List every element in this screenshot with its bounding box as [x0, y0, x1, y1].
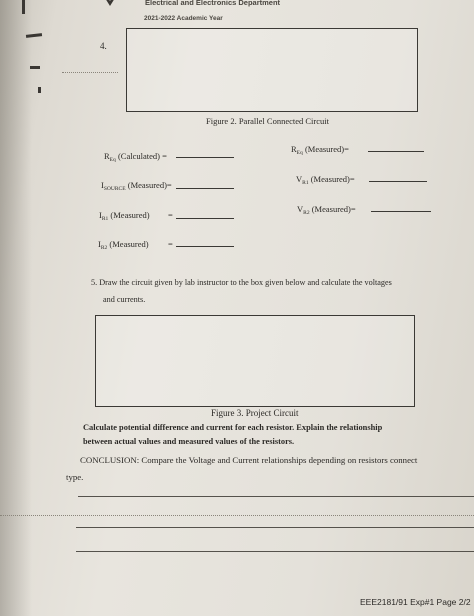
vr1-measured-label: $V_{R1}$ (Measured)=: [296, 174, 355, 186]
ir1-measured-label: $I_{R1}$ (Measured): [99, 210, 150, 222]
calculation-instruction-line1: Calculate potential difference and current for each resistor. Explain the relationship: [83, 423, 383, 432]
figure-3-caption: Figure 3. Project Circuit: [211, 408, 299, 418]
answer-line[interactable]: [78, 496, 474, 497]
department-title: Electrical and Electronics Department: [145, 0, 281, 7]
faint-dashes: [62, 72, 118, 73]
req-calculated-label: $R_{Eq}$ (Calculated) =: [104, 151, 167, 163]
ir2-equals-sign: =: [168, 239, 173, 249]
section-5-instruction-line2: and currents.: [103, 295, 146, 304]
figure-3-drawing-box[interactable]: [95, 315, 415, 407]
answer-line[interactable]: [76, 551, 474, 552]
section-number: 4.: [100, 41, 107, 51]
section-5-instruction-line1: 5. Draw the circuit given by lab instructor to the box given below and calculate the voltages: [91, 278, 392, 287]
page-edge-shadow: [0, 0, 32, 616]
answer-line[interactable]: [76, 527, 474, 528]
ir2-measured-label: $I_{R2}$ (Measured): [98, 239, 149, 251]
margin-mark: [38, 87, 41, 93]
academic-year: 2021-2022 Academic Year: [144, 15, 223, 22]
conclusion-prompt-line1: CONCLUSION: Compare the Voltage and Current relationships depending on resistors connect: [80, 455, 418, 465]
scan-dotted-line: [0, 515, 474, 516]
vr2-measured-label: $V_{R2}$ (Measured)=: [297, 204, 356, 216]
calculation-instruction-line2: between actual values and measured values of the resistors.: [83, 437, 295, 446]
ir1-equals-sign: =: [168, 210, 173, 220]
conclusion-prompt-line2: type.: [66, 472, 84, 482]
figure-2-drawing-box[interactable]: [126, 28, 418, 112]
margin-mark: [30, 66, 40, 69]
isource-measured-blank[interactable]: [176, 188, 234, 189]
page-footer: EEE2181/91 Exp#1 Page 2/2: [360, 597, 471, 607]
university-logo-inner: [105, 0, 115, 1]
ir2-measured-blank[interactable]: [176, 246, 234, 247]
vr1-measured-blank[interactable]: [369, 181, 427, 182]
req-measured-label: $R_{Eq}$ (Measured)=: [291, 144, 349, 156]
ir1-measured-blank[interactable]: [176, 218, 234, 219]
isource-measured-label: $I_{SOURCE}$ (Measured)=: [101, 180, 172, 192]
req-measured-blank[interactable]: [368, 151, 424, 152]
req-calculated-blank[interactable]: [176, 157, 234, 158]
figure-2-caption: Figure 2. Parallel Connected Circuit: [206, 116, 329, 126]
margin-mark: [22, 0, 25, 14]
vr2-measured-blank[interactable]: [371, 211, 431, 212]
